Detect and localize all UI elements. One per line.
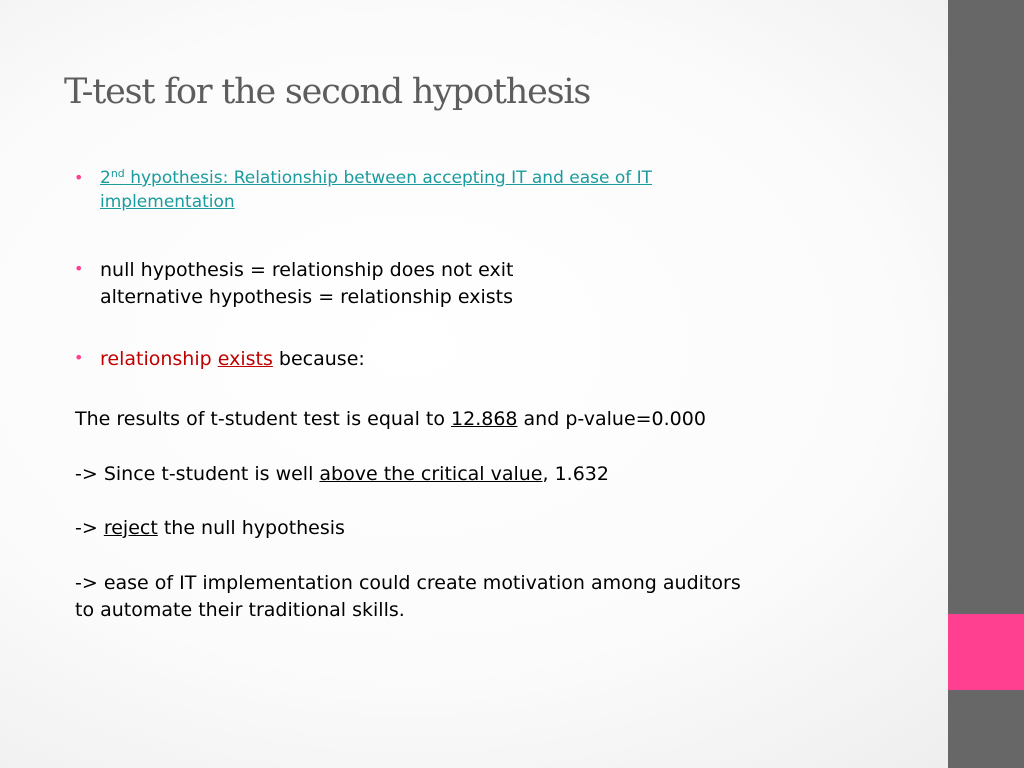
hypothesis-line2: implementation: [100, 192, 235, 212]
hypothesis-ordinal: nd: [110, 167, 125, 180]
exists-emphasis: exists: [217, 348, 273, 370]
hypothesis-line1: hypothesis: Relationship between accepting IT and ease of IT: [124, 168, 653, 188]
critical-value-number: , 1.632: [542, 463, 609, 485]
reject-rest: the null hypothesis: [157, 517, 345, 539]
reject-emphasis: reject: [103, 517, 158, 539]
p-value-text: and p-value=0.000: [517, 408, 706, 430]
bullet-dot-icon: •: [74, 168, 84, 187]
alternative-hypothesis-text: alternative hypothesis = relationship exists: [100, 286, 513, 308]
side-accent-block: [948, 614, 1024, 690]
t-test-result-before: The results of t-student test is equal to: [75, 408, 452, 430]
reject-line: [75, 515, 345, 542]
critical-value-before: -> Since t-student is well: [75, 463, 320, 485]
because-text: because:: [272, 348, 365, 370]
hypothesis-link-text: [100, 166, 652, 214]
conclusion-line2: to automate their traditional skills.: [75, 599, 405, 621]
relationship-label: relationship: [100, 348, 218, 370]
hypothesis-number: 2: [100, 168, 111, 188]
bullet-dot-icon: •: [74, 259, 84, 278]
t-test-result: [75, 406, 706, 433]
conclusion-paragraph: [75, 570, 741, 624]
relationship-text: [100, 346, 365, 373]
null-hypothesis-text: null hypothesis = relationship does not exit: [100, 259, 514, 281]
slide-title: T-test for the second hypothesis: [64, 72, 591, 112]
conclusion-line1: -> ease of IT implementation could create motivation among auditors: [75, 572, 741, 594]
t-statistic-value: 12.868: [451, 408, 518, 430]
hypothesis-definitions: [100, 257, 513, 311]
hypothesis-link[interactable]: [100, 168, 652, 212]
critical-value-line: [75, 461, 609, 488]
bullet-dot-icon: •: [74, 348, 84, 367]
critical-value-emphasis: above the critical value: [319, 463, 543, 485]
reject-arrow: ->: [75, 517, 104, 539]
